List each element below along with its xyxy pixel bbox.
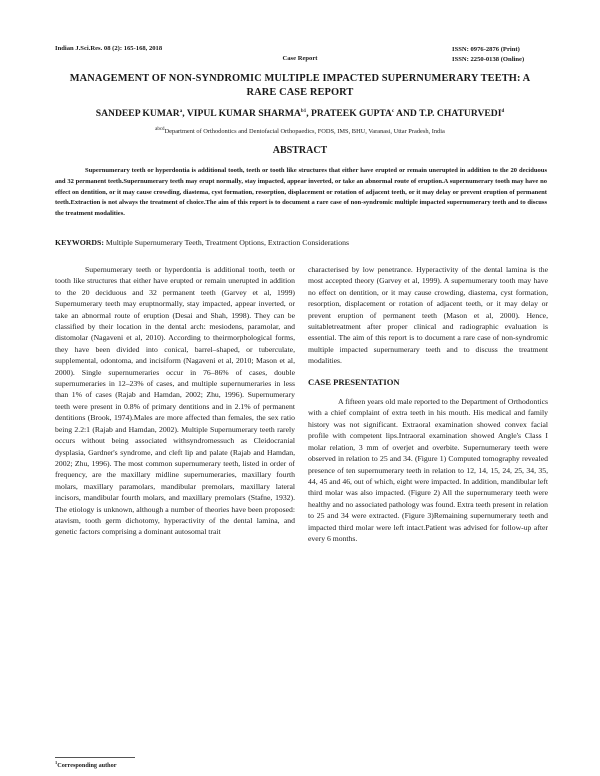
author-name: SANDEEP KUMAR bbox=[95, 108, 180, 119]
author-sup: c bbox=[391, 108, 395, 114]
section-heading-case: CASE PRESENTATION bbox=[308, 376, 400, 387]
journal-citation: Indian J.Sci.Res. 08 (2): 165-168, 2018 bbox=[55, 45, 163, 52]
article-type: Case Report bbox=[282, 55, 318, 62]
author-name: PRATEEK GUPTA bbox=[311, 108, 392, 119]
issn-block bbox=[452, 45, 524, 65]
column-right bbox=[308, 264, 548, 544]
keywords-text: Multiple Supernumerary Teeth, Treatment Options, Extraction Considerations bbox=[103, 238, 350, 247]
author-sup: d bbox=[501, 108, 505, 114]
keywords bbox=[55, 238, 547, 248]
author-sup: a bbox=[179, 108, 183, 114]
footnote-divider bbox=[55, 757, 135, 758]
abstract-text: Supernumerary teeth or hyperdontia is additional tooth, teeth or tooth like structures that either have erupted or remain unerupted in addition to the 20 deciduous and 32 permanent teeth.Supernumerary teeth may erupt normally, stay impacted, appear inverted, or take an abnormal route of eruption.A supernumerary tooth may have no effect on dentition, or it may cause crowding, diastema, cyst formation, resorption, displacement or rotation of adjacent teeth, or it may delay or prevent eruption of permanent teeth.Extraction is not always the treatment of choice.The aim of this report is to document a rare case of non-syndromic multiple impacted supernumerary teeth and to discuss the treatment modalities. bbox=[55, 167, 547, 218]
issn-online: ISSN: 2250-0138 (Online) bbox=[452, 56, 525, 63]
footnote-sup: 1 bbox=[55, 760, 58, 765]
author-sup: b1 bbox=[300, 108, 307, 114]
issn-print: ISSN: 0976-2876 (Print) bbox=[452, 46, 520, 53]
paper-title: MANAGEMENT OF NON-SYNDROMIC MULTIPLE IMPACTED SUPERNUMERARY TEETH: A RARE CASE REPORT bbox=[69, 73, 531, 98]
intro-paragraph-continued: characterised by low penetrance. Hyperactivity of the dental lamina is the most accepted theory (Garvey et al, 1999). A supernumerary tooth may have no effect on dentition, or it may cause crowding, diastema, cyst formation, resorption, displacement or rotation of adjacent teeth, or it may delay or prevent eruption of permanent teeth (Mason et al, 2000). Hence, suitabletreatment after proper clinical and radiographic evaluation is essential. The aim of this report is to document a rare case of non-syndromic multiple impacted supernumerary teeth and to discuss the treatment modalities. bbox=[308, 265, 548, 366]
affiliation-text: Department of Orthodontics and Dentofacial Orthopaedics, FODS, IMS, BHU, Varanasi, Uttar Pradesh, India bbox=[164, 128, 445, 136]
author-name: T.P. CHATURVEDI bbox=[419, 108, 502, 119]
author-name: VIPUL KUMAR SHARMA bbox=[186, 108, 301, 119]
case-paragraph: A fifteen years old male reported to the Department of Orthodontics with a chief complaint of extra teeth in his mouth. His medical and family history was not significant. Extraoral examination showed convex facial profile with competent lips.Intraoral examination showed Angle's Class I molar relation, 3 mm of overjet and overbite. Supernumerary teeth were observed in relation to 25 and 34. (Figure 1) Computed tomography revealed presence of ten supernumerary teeth in relation to 12, 14, 15, 24, 25, 34, 35, 44, 45 and 46, out of which, eight were impacted. In addition, mandibular left third molar was also impacted. (Figure 2) All the supernumerary teeth were healthy and no associated pathology was found. Extra teeth present in relation to 25 and 34 were extracted. (Figure 3)Remaining supernumerary teeth and impacted third molar were left intact.Patient was advised for follow-up after every 6 months. bbox=[308, 397, 548, 543]
footnote bbox=[55, 760, 116, 769]
affiliation bbox=[40, 127, 560, 135]
abstract-heading: ABSTRACT bbox=[272, 145, 328, 156]
intro-paragraph: Supernumerary teeth or hyperdontia is additional tooth, teeth or tooth like structures that either have erupted or remain unerupted in addition to the 20 deciduous and 32 permanent teeth (Garvey et al, 1999) Supernumerary teeth may eruptnormally, stay impacted, appear inverted, or take an abnormal route of eruption (Desai and Shah, 1998). They can be classified by their location in the dental arch: mesiodens, paramolar, and distomolar (Nagaveni et al, 2010). According to theirmorphological forms, they have been divided into conical, barrel–shaped, or tuberculate, supplemental, odontoma, and incisiform (Nagaveni et al, 2010; Mason et al, 2000). Single supernumeraries occur in 76–86% of cases, double supernumeraries in 12–23% of cases, and multiple supernumeraries in less than 1% of cases (Rajab and Hamdan, 2002; Zhu, 1996). Supernumerary teeth were present in 0.8% of primary dentitions and in 2.1% of permanent dentitions (Brook, 1974).Males are more affected than females, the sex ratio being 2.2:1 (Rajab and Hamdan, 2002). Multiple Supernumerary teeth rarely occurs without being associated withsyndromessuch as Cleidocranial dysplasia, Gardner's syndrome, and cleft lip and palate (Rajab and Hamdan, 2002; Zhu, 1996). The most common supernumerary teeth, listed in order of frequency, are the maxillary midline supernumeraries, maxillary fourth molars, maxillary paramolars, mandibular premolars, maxillary lateral incisors, mandibular fourth molars, and maxillary premolars (Stafne, 1932). The etiology is unknown, although a number of theories have been proposed: atavism, tooth germ dichotomy, hyperactivity of the dental lamina, and genetic factors comprising a dominant autosomal trait bbox=[55, 265, 295, 537]
author-list: SANDEEP KUMAR$^a$, VIPUL KUMAR $SHARMA^{b1}$, PRATEEK GUPTA$^c$ AND T.P. CHATURVEDI$^d$ bbox=[95, 108, 505, 119]
keywords-label: KEYWORDS: bbox=[55, 238, 104, 247]
column-left bbox=[55, 264, 295, 538]
footnote-text: Corresponding author bbox=[57, 762, 117, 770]
affiliation-sup: abcd bbox=[155, 127, 165, 132]
